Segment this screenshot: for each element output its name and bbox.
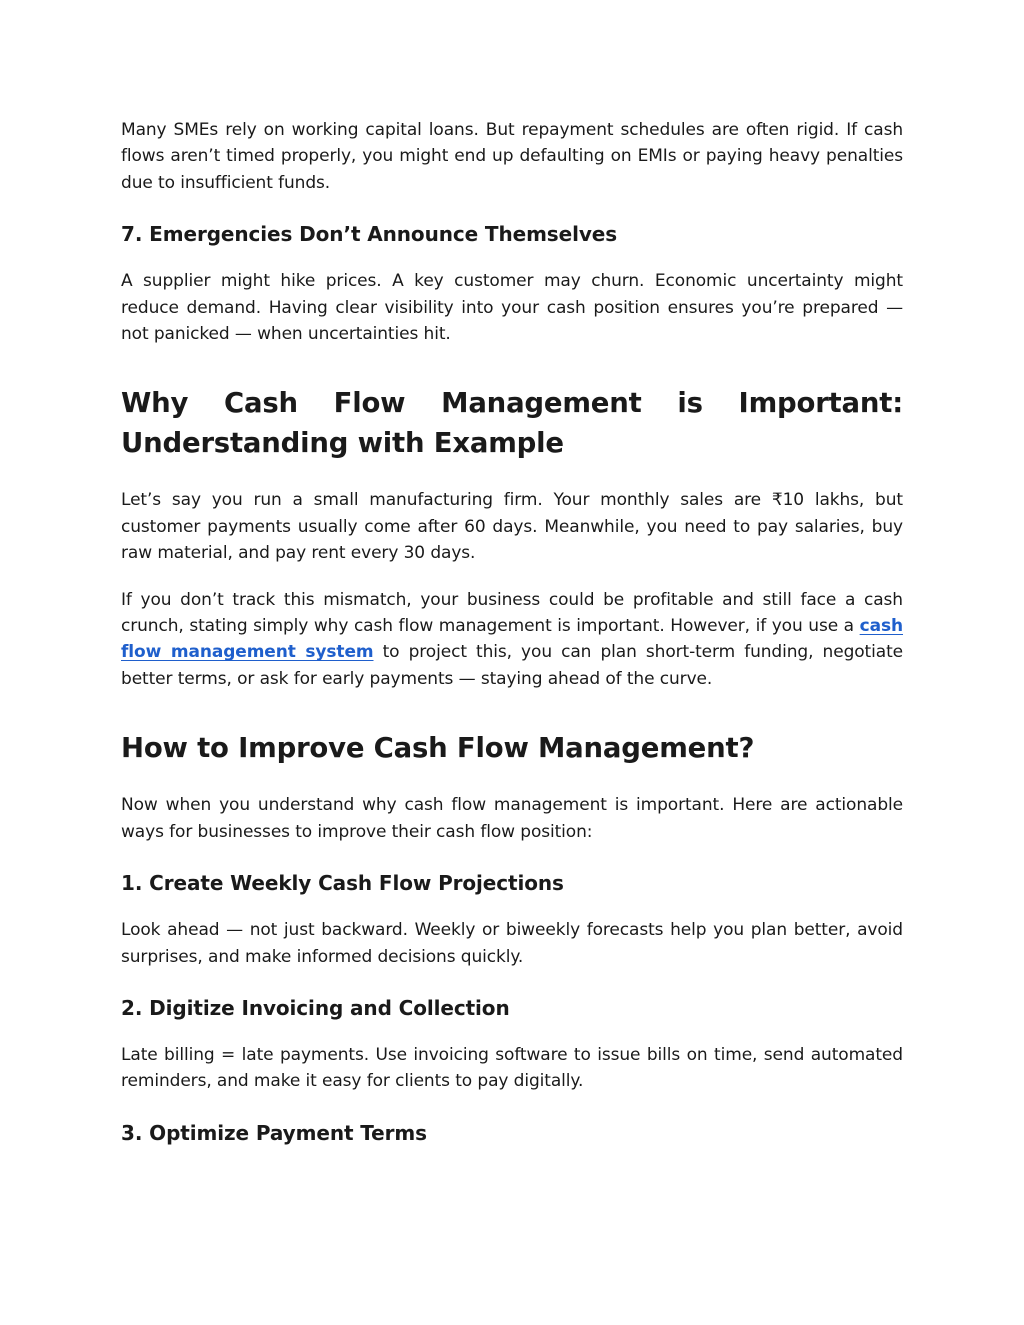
heading-digitize-invoicing: 2. Digitize Invoicing and Collection [121, 995, 510, 1020]
intro-paragraph: Many SMEs rely on working capital loans. But repayment schedules are often rigid. If cash flows aren’t timed properly, you might end up defaulting on EMIs or paying heavy penalties due to insufficient funds. [121, 120, 903, 193]
weekly-projections-paragraph: Look ahead — not just backward. Weekly or biweekly forecasts help you plan better, avoid surprises, and make informed decisions quickly. [121, 920, 903, 967]
cash-flow-management-system-link[interactable]: cash flow management system [121, 616, 903, 663]
heading-weekly-projections: 1. Create Weekly Cash Flow Projections [121, 871, 564, 896]
example-paragraph-2-start: If you don’t track this mismatch, your business could be profitable and still face a cash crunch, stating simply why cash flow management is important. However, if you use a [121, 589, 903, 637]
heading-optimize-payment-terms: 3. Optimize Payment Terms [121, 1120, 427, 1145]
digitize-invoicing-paragraph: Late billing = late payments. Use invoicing software to issue bills on time, send automated reminders, and make it easy for clients to pay digitally. [121, 1044, 903, 1092]
why-heading-line2: Understanding with Example [121, 427, 564, 460]
improve-paragraph: Now when you understand why cash flow management is important. Here are actionable ways for businesses to improve their cash flow position: [121, 795, 903, 842]
why-important-heading [121, 383, 903, 463]
document-page [121, 117, 903, 1147]
why-heading-line1: Why Cash Flow Management is Important: [121, 387, 903, 420]
emergencies-paragraph: A supplier might hike prices. A key customer may churn. Economic uncertainty might reduce demand. Having clear visibility into your cash position ensures you’re prepared — not panicked — when uncertainties hit. [121, 271, 903, 345]
example-paragraph-1: Let’s say you run a small manufacturing firm. Your monthly sales are ₹10 lakhs, but customer payments usually come after 60 days. Meanwhile, you need to pay salaries, buy raw material, and pay rent every 30 days. [121, 490, 903, 564]
example-paragraph-2-end: to project this, you can plan short-term funding, negotiate better terms, or ask for early payments — staying ahead of the curve. [121, 642, 903, 689]
improve-heading: How to Improve Cash Flow Management? [121, 732, 755, 765]
heading-emergencies: 7. Emergencies Don’t Announce Themselves [121, 222, 618, 247]
example-paragraph-2 [121, 587, 903, 693]
